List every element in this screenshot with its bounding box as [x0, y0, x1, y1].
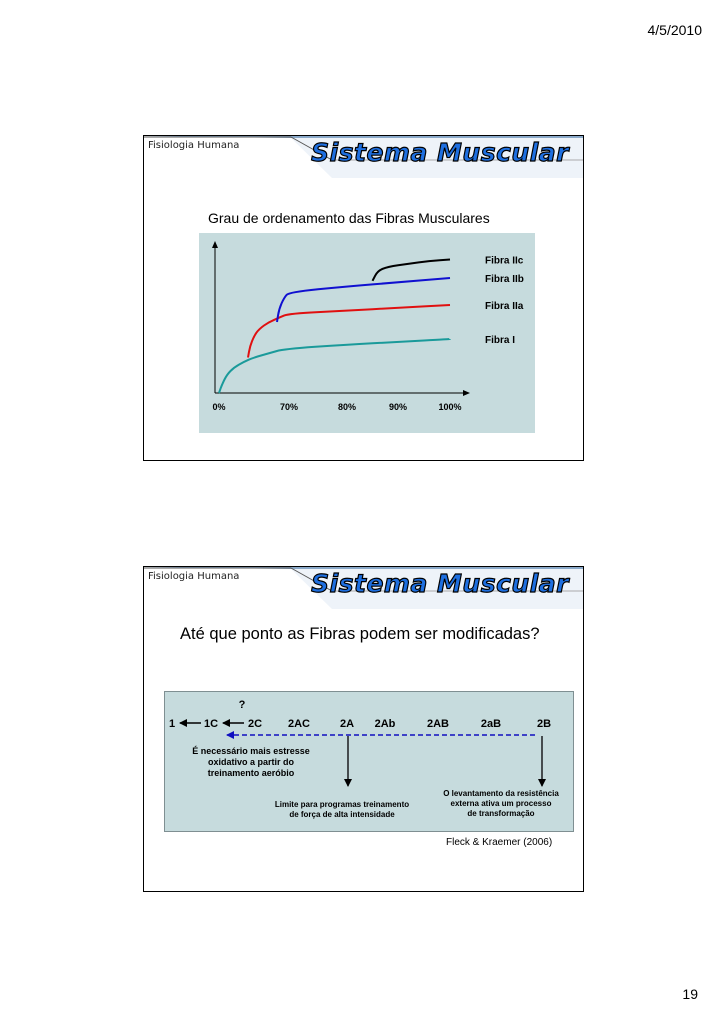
slide-header [144, 136, 583, 178]
fiber-label-1: 1 [168, 718, 176, 730]
citation: Fleck & Kraemer (2006) [446, 837, 553, 848]
series-label-fibra-iia: Fibra IIa [485, 300, 524, 312]
fiber-label-2c: 2C [247, 718, 263, 730]
slide-2 [143, 566, 584, 892]
aerobic-note-line-2: oxidativo a partir do [207, 757, 295, 767]
fiber-label-2ab: 2AB [426, 718, 450, 730]
series-line-fibra-iic [373, 260, 451, 281]
question-mark: ? [238, 699, 246, 711]
x-tick-label: 100% [438, 402, 462, 412]
slide-question: Até que ponto as Fibras podem ser modificadas? [180, 625, 540, 643]
slide-header-title: Sistema Muscular [311, 138, 569, 167]
limit-note-line-2: de força de alta intensidade [289, 810, 395, 819]
aerobic-note-line-1: É necessário mais estresse [192, 746, 310, 756]
fiber-transition-diagram [164, 691, 574, 832]
fiber-label-2a: 2A [339, 718, 355, 730]
resistance-note-line-2: externa ativa um processo [450, 799, 552, 808]
x-tick-label: 0% [212, 402, 226, 412]
limit-note-line-1: Limite para programas treinamento [274, 800, 410, 809]
slide-1 [143, 135, 584, 461]
series-label-fibra-iib: Fibra IIb [485, 273, 524, 285]
fiber-label-2ac: 2AC [287, 718, 311, 730]
slide-header [144, 567, 583, 609]
chart-panel [199, 233, 535, 433]
page-date: 4/5/2010 [647, 22, 702, 38]
fiber-chart [199, 233, 535, 433]
series-label-fibra-i: Fibra I [485, 335, 516, 347]
x-axis-arrowhead [463, 390, 470, 396]
fiber-label-1c: 1C [203, 718, 219, 730]
page-number: 19 [682, 986, 698, 1002]
chart-title: Grau de ordenamento das Fibras Musculares [208, 210, 490, 226]
fiber-label-2b: 2B [536, 718, 552, 730]
y-axis-arrowhead [212, 241, 218, 248]
aerobic-note-line-3: treinamento aeróbio [207, 768, 295, 778]
series-line-fibra-i [219, 339, 450, 393]
resistance-note-line-3: de transformação [467, 809, 535, 818]
fiber-label-2ab-mixed: 2aB [480, 718, 502, 730]
x-tick-label: 80% [337, 402, 357, 412]
course-label: Fisiologia Humana [148, 571, 240, 582]
slide-header-title: Sistema Muscular [311, 569, 569, 598]
course-label: Fisiologia Humana [148, 140, 240, 151]
resistance-note-line-1: O levantamento da resistência [443, 789, 559, 798]
series-label-fibra-iic: Fibra IIc [485, 255, 524, 267]
fiber-label-2ab-lower: 2Ab [374, 718, 396, 730]
x-tick-label: 70% [279, 402, 299, 412]
series-line-fibra-iib [277, 278, 450, 322]
fiber-transition-svg [165, 692, 573, 831]
x-tick-label: 90% [388, 402, 408, 412]
